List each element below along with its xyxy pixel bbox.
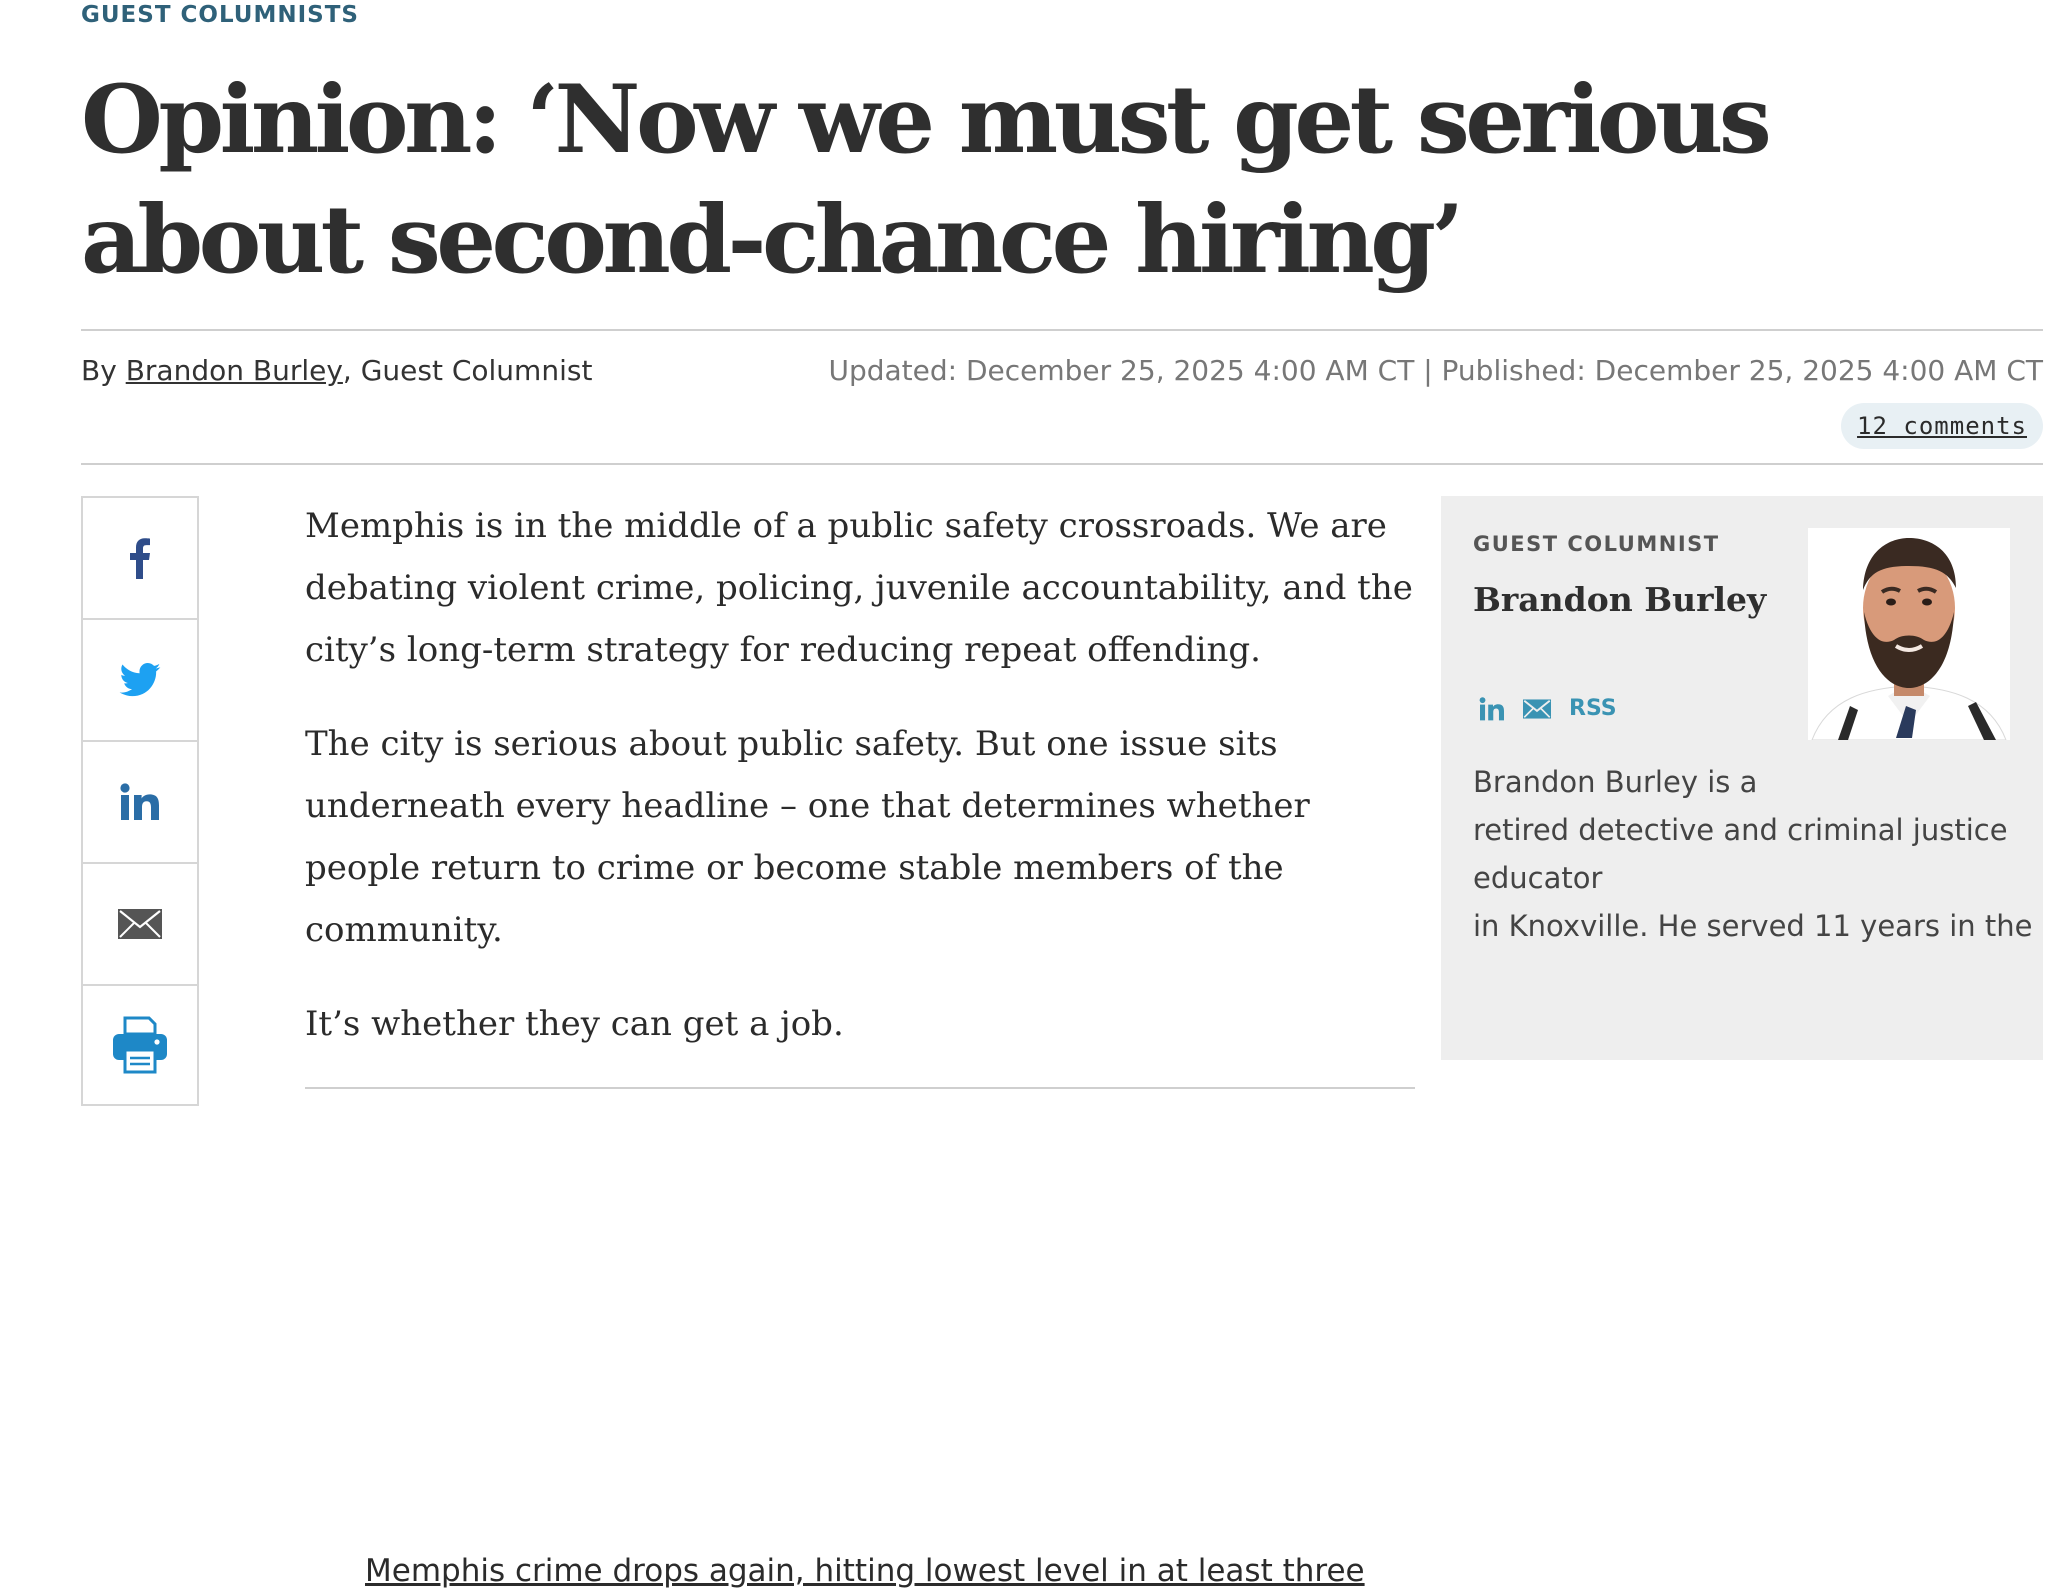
facebook-icon bbox=[129, 537, 151, 579]
author-photo bbox=[1808, 528, 2010, 740]
headline-line-2: about second-chance hiring’ bbox=[81, 185, 1460, 295]
divider bbox=[81, 329, 2043, 331]
author-card bbox=[1441, 496, 2043, 1060]
author-bio-line: retired detective and criminal justice bbox=[1473, 813, 2008, 847]
related-divider bbox=[305, 1087, 1415, 1089]
byline bbox=[81, 354, 592, 387]
comments-button[interactable]: 12 comments bbox=[1841, 403, 2043, 449]
article-page bbox=[81, 0, 2043, 1589]
share-facebook-button[interactable] bbox=[83, 498, 197, 620]
author-card-name: Brandon Burley bbox=[1473, 580, 1767, 619]
share-email-button[interactable] bbox=[83, 864, 197, 986]
rss-link[interactable]: RSS bbox=[1569, 696, 1617, 721]
byline-prefix: By bbox=[81, 354, 126, 387]
linkedin-icon bbox=[120, 783, 160, 821]
divider bbox=[81, 463, 2043, 465]
twitter-icon bbox=[119, 663, 161, 697]
article-paragraph: It’s whether they can get a job. bbox=[305, 1004, 844, 1044]
email-icon bbox=[118, 909, 162, 939]
author-bio-line: Brandon Burley is a bbox=[1473, 765, 1758, 799]
article-paragraph: The city is serious about public safety. But one issue sits underneath every headline – one that determines whether people return to crime or become stable members of the community. bbox=[305, 724, 1310, 950]
author-link[interactable]: Brandon Burley bbox=[125, 354, 343, 387]
article-headline bbox=[81, 60, 2011, 300]
author-portrait-image bbox=[1808, 528, 2010, 740]
share-linkedin-button[interactable] bbox=[83, 742, 197, 864]
byline-role: , Guest Columnist bbox=[342, 354, 593, 387]
author-bio bbox=[1473, 758, 2033, 950]
section-link[interactable]: GUEST COLUMNISTS bbox=[81, 2, 359, 28]
author-card-label: GUEST COLUMNIST bbox=[1473, 532, 1720, 556]
linkedin-icon[interactable] bbox=[1479, 697, 1505, 721]
headline-line-1: Opinion: ‘Now we must get serious bbox=[81, 65, 1768, 175]
bio-fade-overlay bbox=[1441, 970, 2043, 1060]
publish-dates: Updated: December 25, 2025 4:00 AM CT | Published: December 25, 2025 4:00 AM CT bbox=[828, 354, 2043, 387]
author-social-links bbox=[1479, 696, 1617, 721]
email-icon[interactable] bbox=[1523, 699, 1551, 719]
article-body bbox=[305, 495, 1415, 1589]
article-paragraph: Memphis is in the middle of a public safety crossroads. We are debating violent crime, policing, juvenile accountability, and the city’s long-term strategy for reducing repeat offending. bbox=[305, 506, 1413, 670]
author-bio-line: educator bbox=[1473, 861, 1603, 895]
share-twitter-button[interactable] bbox=[83, 620, 197, 742]
share-print-button[interactable] bbox=[83, 986, 197, 1104]
related-article-link[interactable]: Memphis crime drops again, hitting lowest level in at least three bbox=[365, 1553, 1365, 1589]
print-icon bbox=[111, 1016, 169, 1074]
share-rail bbox=[81, 496, 199, 1106]
author-bio-line: in Knoxville. He served 11 years in the bbox=[1473, 909, 2033, 943]
